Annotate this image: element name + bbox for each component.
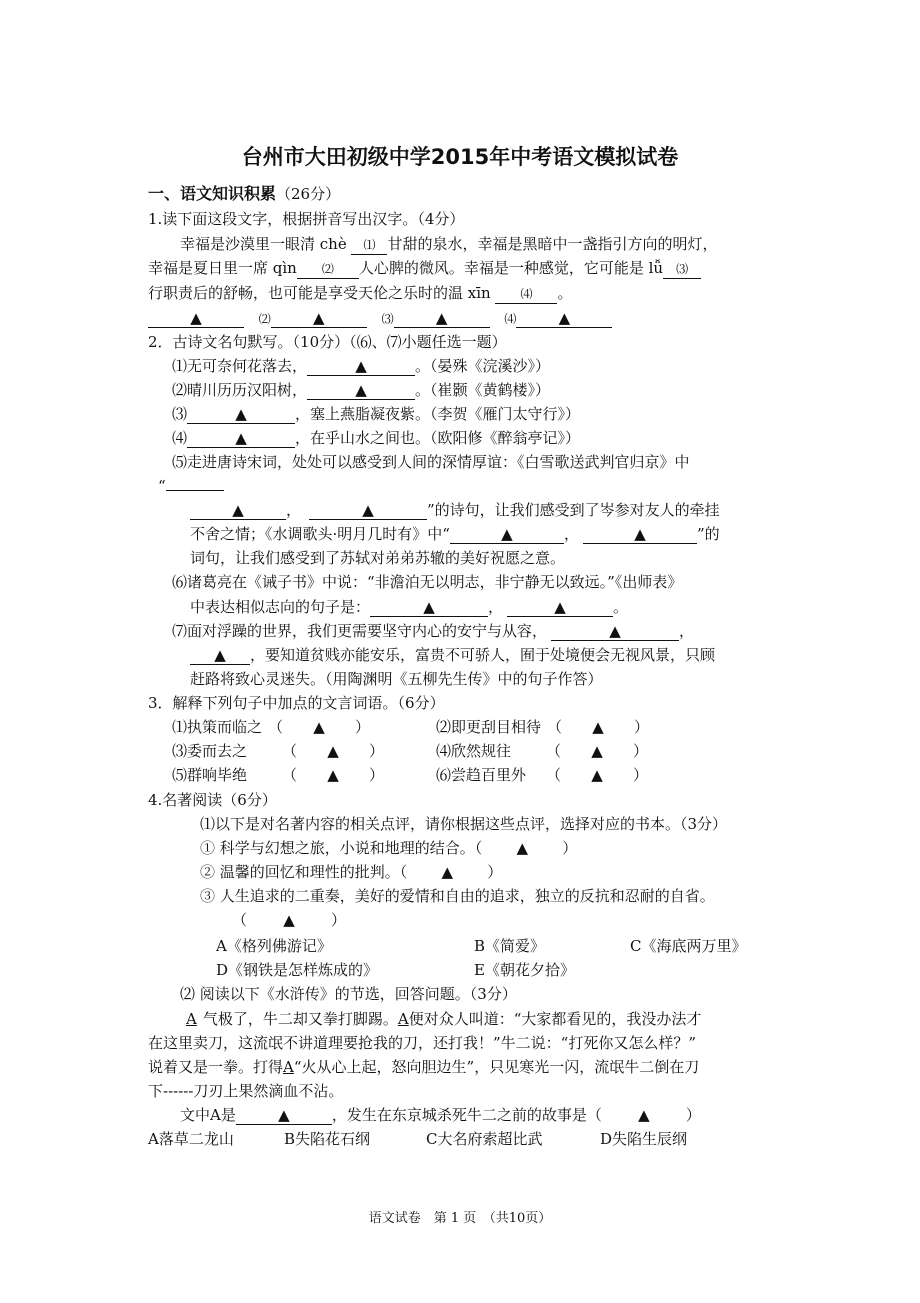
q3-answer-6[interactable]: ▲ (591, 766, 603, 784)
q2-item-5-line5: 词句，让我们感受到了苏轼对弟弟苏辙的美好祝愿之意。 (190, 549, 566, 567)
q1-blank-2: ⑵ (297, 260, 359, 279)
q3-item-1: ⑴执策而临之 （ ▲ ） (172, 718, 371, 736)
q2-item-5-comma: ， (286, 501, 302, 519)
q4-passage-a-2: A (397, 1010, 409, 1028)
q1-answer-label-3: ⑶ (381, 312, 394, 326)
q4-option-d: D《钢铁是怎样炼成的》 (216, 961, 379, 979)
q4-blank-a[interactable]: ▲ (236, 1106, 332, 1125)
q4-passage-line3 (148, 1056, 699, 1078)
q3-item-1-text: ⑴执策而临之 (172, 718, 263, 736)
q3-item-6: ⑹尝趋百里外 （ ▲ ） (436, 766, 649, 784)
q1-answer-3[interactable]: ▲ (394, 309, 490, 328)
q4-passage-a-1: A (186, 1010, 197, 1028)
q2-item-3-text: ，塞上燕脂凝夜紫。（李贺《雁门太守行》） (295, 405, 581, 423)
q4-passage-line4: 下------刀刃上果然滴血不沾。 (148, 1082, 344, 1100)
q2-blank-5a[interactable]: ▲ (190, 501, 286, 520)
q4-answer-3[interactable]: ▲ (283, 911, 295, 929)
q4-option-e: E《朝花夕拾》 (474, 961, 575, 979)
q3-answer-4[interactable]: ▲ (591, 742, 603, 760)
q2-blank-3[interactable]: ▲ (187, 405, 295, 424)
q3-answer-2[interactable]: ▲ (592, 718, 604, 736)
q2-item-5-quote-open: “ (158, 477, 166, 495)
q2-blank-6b[interactable]: ▲ (507, 598, 613, 617)
q4-passage-3b: “火从心上起，怒向胆边生”，只见寒光一闪，流氓牛二倒在刀 (293, 1058, 700, 1076)
q2-blank-7b[interactable]: ▲ (190, 646, 250, 665)
q4-option-b: B《简爱》 (474, 937, 546, 955)
q2-item-4-text: ，在乎山水之间也。（欧阳修《醉翁亭记》） (295, 429, 581, 447)
q4-choice-a: A落草二龙山 (148, 1130, 234, 1148)
q3-item-5: ⑸群响毕绝 （ ▲ ） (172, 766, 385, 784)
q3-answer-1[interactable]: ▲ (313, 718, 325, 736)
q4-answer-1[interactable]: ▲ (516, 839, 529, 857)
q3-item-5-text: ⑸群响毕绝 (172, 766, 248, 784)
q4-question-c: ） (685, 1106, 701, 1124)
q3-answer-5[interactable]: ▲ (327, 766, 339, 784)
q4-sub1: ⑴以下是对名著内容的相关点评，请你根据这些点评，选择对应的书本。（3分） (200, 815, 728, 833)
q2-blank-4[interactable]: ▲ (187, 429, 295, 448)
q2-item-1 (172, 355, 550, 377)
q3-item-2-text: ⑵即更刮目相待 (436, 718, 542, 736)
q4-answer-story[interactable]: ▲ (638, 1106, 650, 1124)
q1-blank-1: ⑴ (351, 236, 387, 255)
q1-answer-label-4: ⑷ (504, 312, 517, 326)
q2-item-5-text-g: ”的 (696, 525, 720, 543)
q3-item-2: ⑵即更刮目相待 （ ▲ ） (436, 718, 650, 736)
q2-item-7-line3: 赶路将致心灵迷失。（用陶渊明《五柳先生传》中的句子作答） (190, 670, 603, 688)
page-footer: 语文试卷 第 1 页 （共10页） (368, 1211, 552, 1226)
q3-answer-3[interactable]: ▲ (327, 742, 339, 760)
q1-text-1a: 幸福是沙漠里一眼清 chè (180, 235, 352, 253)
q2-item-5-line2 (158, 475, 224, 497)
q2-item-2-source: 。（崔颢《黄鹤楼》） (415, 381, 551, 399)
q3-item-4-text: ⑷欣然规往 (436, 742, 512, 760)
q1-para-line3 (148, 282, 572, 304)
q2-item-1-text: ⑴无可奈何花落去， (172, 357, 308, 375)
q3-item-6-text: ⑹尝趋百里外 (436, 766, 527, 784)
q2-item-6-end: 。 (613, 598, 629, 616)
q2-item-7-text-c: ，要知道贫贱亦能安乐，富贵不可骄人，囿于处境便会无视风景，只顾 (250, 646, 716, 664)
q2-blank-5-cont (166, 490, 224, 491)
section-score: （26分） (276, 185, 341, 203)
q2-item-4 (172, 427, 580, 449)
q4-passage-line2: 在这里卖刀，这流氓不讲道理要抢我的刀，还打我！”牛二说：“打死你又怎么样？” (148, 1034, 697, 1052)
q2-item-7-line1 (172, 620, 694, 642)
q2-item-5-line4 (190, 523, 720, 545)
q4-comment-2: ② 温馨的回忆和理性的批判。（ ▲ ） (200, 863, 503, 881)
q4-choice-c: C大名府索超比武 (426, 1130, 543, 1148)
q1-blank-3: ⑶ (663, 260, 701, 279)
q2-item-5-line1: ⑸走进唐诗宋词，处处可以感受到人间的深情厚谊：《白雪歌送武判官归京》中 (172, 453, 690, 471)
q2-item-2 (172, 379, 550, 401)
q1-answer-1[interactable]: ▲ (148, 309, 244, 328)
q2-item-6-comma: ， (488, 598, 504, 616)
q2-blank-5b[interactable]: ▲ (309, 501, 427, 520)
q1-answer-label-2: ⑵ (258, 312, 271, 326)
q4-choice-b: B失陷花石纲 (284, 1130, 371, 1148)
q2-item-5-line3 (190, 499, 720, 521)
q2-item-6-text: 中表达相似志向的句子是： (190, 598, 371, 616)
q4-comment-1-text: ① 科学与幻想之旅，小说和地理的结合。 (200, 839, 475, 857)
q2-blank-6a[interactable]: ▲ (370, 598, 488, 617)
q4-passage-3a: 说着又是一拳。打得 (148, 1058, 284, 1076)
q4-stem: 4.名著阅读（6分） (148, 791, 277, 809)
q1-text-2b: 人心脾的微风。幸福是一种感觉，它可能是 lǚ (358, 259, 664, 277)
q2-blank-7a[interactable]: ▲ (551, 622, 679, 641)
q2-item-4-num: ⑷ (172, 429, 188, 447)
q4-question-b: ，发生在东京城杀死牛二之前的故事是（ (331, 1106, 602, 1124)
q1-text-1b: 甘甜的泉水，幸福是黑暗中一盏指引方向的明灯， (387, 235, 718, 253)
q4-comment-1: ① 科学与幻想之旅，小说和地理的结合。（ ▲ ） (200, 839, 578, 857)
q3-item-3-text: ⑶委而去之 (172, 742, 248, 760)
section-heading (148, 183, 340, 205)
q1-text-3a: 行职责后的舒畅，也可能是享受天伦之乐时的温 xīn (148, 284, 496, 302)
q2-item-3-num: ⑶ (172, 405, 188, 423)
q2-item-6-line1: ⑹诸葛亮在《诫子书》中说：“非澹泊无以明志，非宁静无以致远。”《出师表》 (172, 573, 683, 591)
q4-choice-d: D失陷生辰纲 (600, 1130, 688, 1148)
page-title: 台州市大田初级中学2015年中考语文模拟试卷 (241, 145, 679, 169)
q4-passage-a-3: A (283, 1058, 294, 1076)
q2-item-5-text-e: 不舍之情；《水调歌头·明月几时有》中“ (190, 525, 450, 543)
q1-text-3b: 。 (557, 284, 573, 302)
q3-stem: 3．解释下列句子中加点的文言词语。（6分） (148, 694, 445, 712)
q4-comment-3-answer: （ ▲ ） (232, 911, 347, 929)
q4-passage-1a: 气极了，牛二却又拳打脚踢。 (202, 1010, 398, 1028)
q2-item-3 (172, 403, 580, 425)
q2-item-6-line2 (190, 596, 628, 618)
q2-item-1-source: 。（晏殊《浣溪沙》） (415, 357, 551, 375)
q4-option-a: A《格列佛游记》 (216, 937, 332, 955)
q2-item-7-comma: ， (679, 622, 695, 640)
q2-item-5-comma-2: ， (563, 525, 579, 543)
q1-para-line2 (148, 257, 701, 279)
q2-stem: 2．古诗文名句默写。（10分）（⑹、⑺小题任选一题） (148, 333, 507, 351)
q1-para-line1 (180, 233, 718, 255)
q2-item-7-line2 (190, 644, 715, 666)
q4-comment-2-text: ② 温馨的回忆和理性的批判。 (200, 863, 400, 881)
q1-stem: 1.读下面这段文字，根据拼音写出汉字。（4分） (148, 210, 465, 228)
q3-item-3: ⑶委而去之 （ ▲ ） (172, 742, 385, 760)
q4-answer-2[interactable]: ▲ (441, 863, 454, 881)
q1-answer-4[interactable]: ▲ (516, 309, 612, 328)
q2-item-5-text-d: ”的诗句，让我们感受到了岑参对友人的牵挂 (427, 501, 720, 519)
q2-blank-1[interactable]: ▲ (307, 357, 415, 376)
q4-passage-1b: 便对众人叫道：“大家都看见的，我没办法才 (408, 1010, 702, 1028)
section-heading-text: 一、语文知识积累 (148, 184, 277, 203)
q2-blank-2[interactable]: ▲ (307, 381, 415, 400)
q4-passage-line1 (180, 1008, 701, 1030)
q1-answer-2[interactable]: ▲ (271, 309, 367, 328)
q2-blank-5d[interactable]: ▲ (583, 525, 697, 544)
q4-comment-3: ③ 人生追求的二重奏，美好的爱情和自由的追求，独立的反抗和忍耐的自省。 (200, 887, 715, 905)
q1-text-2a: 幸福是夏日里一席 qìn (148, 259, 297, 277)
q2-item-7-text: ⑺面对浮躁的世界，我们更需要坚守内心的安宁与从容， (172, 622, 548, 640)
q3-item-4: ⑷欣然规往 （ ▲ ） (436, 742, 649, 760)
q2-item-2-text: ⑵晴川历历汉阳树， (172, 381, 308, 399)
q4-question (180, 1104, 701, 1126)
q2-blank-5c[interactable]: ▲ (450, 525, 564, 544)
q1-blank-4: ⑷ (495, 285, 557, 304)
q4-sub2: ⑵ 阅读以下《水浒传》的节选，回答问题。（3分） (180, 985, 517, 1003)
q1-answer-row (148, 307, 612, 330)
q4-option-c: C《海底两万里》 (630, 937, 747, 955)
q4-question-a: 文中A是 (180, 1106, 236, 1124)
